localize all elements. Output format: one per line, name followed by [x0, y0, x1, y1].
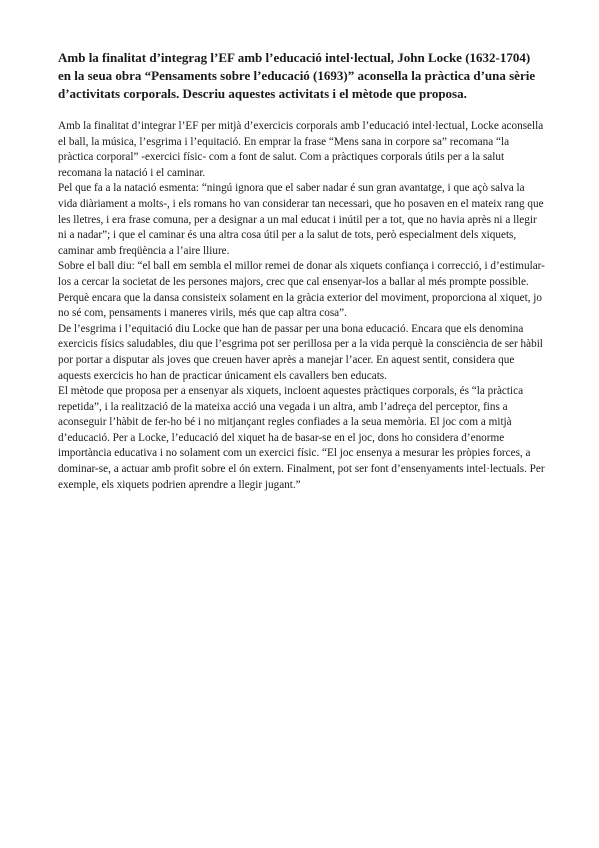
document-title: Amb la finalitat d’integrag l’EF amb l’educació intel·lectual, John Locke (1632-1704) en la seua obra “Pensaments sobre l’educació (1693)” aconsella la pràctica d’una sèrie d’activitats corporals. Descriu aquestes activitats i el mètode que proposa. — [58, 50, 536, 101]
paragraph-method: El mètode que proposa per a ensenyar als xiquets, incloent aquestes pràctiques corporals, és “la pràctica repetida”, i la realització de la mateixa acció una vegada i un altra, amb l’adreça del perceptor, fins a aconseguir l’hàbit de fer-ho bé i no mitjançant regles confiades a la seua memòria. El joc com a mitjà d’educació. Per a Locke, l’educació del xiquet ha de basar-se en el joc, dons ho considera d’enorme importància educativa i no solament com un exercici físic. “El joc ensenya a mesurar les pròpies forces, a dominar-se, a actuar amb profit sobre el ón extern. Finalment, pot ser font d’ensenyaments intel·lectuals. Per exemple, els xiquets podrien aprendre a llegir jugant.” — [58, 385, 545, 491]
document-body — [58, 119, 546, 493]
paragraph-dance: Sobre el ball diu: “el ball em sembla el millor remei de donar als xiquets confiança i correcció, i d’estimular-los a cercar la societat de les persones majors, crec que cal ensenyar-los a ballar al més prompte possible. Perquè encara que la dansa consisteix solament en la gràcia exterior del moviment, proporciona al xiquet, jo no sé com, pensaments i maneres virils, més que cap altra cosa”. — [58, 260, 545, 320]
paragraph-fencing-riding: De l’esgrima i l’equitació diu Locke que han de passar per una bona educació. Encara que els denomina exercicis físics saludables, diu que l’esgrima pot ser perillosa per a la vida perquè la consciència de ser hàbil por portar a disputar als joves que creuen haver après a manejar l’acer. En aquest sentit, considera que aquests exercicis ho han de practicar únicament els cavallers ben educats. — [58, 322, 543, 382]
paragraph-intro: Amb la finalitat d’integrar l’EF per mitjà d’exercicis corporals amb l’educació intel·lectual, Locke aconsella el ball, la música, l’esgrima i l’equitació. En emprar la frase “Mens sana in corpore sa” recomana “la pràctica corporal” -exercici físic- com a font de salut. Com a pràctiques corporals útils per a la salut recomana la natació i el caminar. — [58, 120, 544, 179]
document-page — [58, 49, 546, 493]
paragraph-swimming: Pel que fa a la natació esmenta: “ningú ignora que el saber nadar é sun gran avantatge, i que açò salva la vida diàriament a molts-, i els romans ho van considerar tan necessari, que ho posaven en el mateix rang que les lletres, i era frase comuna, per a designar a un mal educat i inútil per a tot, que no havia après ni a llegir ni a nadar”; i que el caminar és una altra cosa útil per a la salut de tots, però especialment dels xiquets, caminar amb freqüència a l’aire lliure. — [58, 182, 544, 257]
